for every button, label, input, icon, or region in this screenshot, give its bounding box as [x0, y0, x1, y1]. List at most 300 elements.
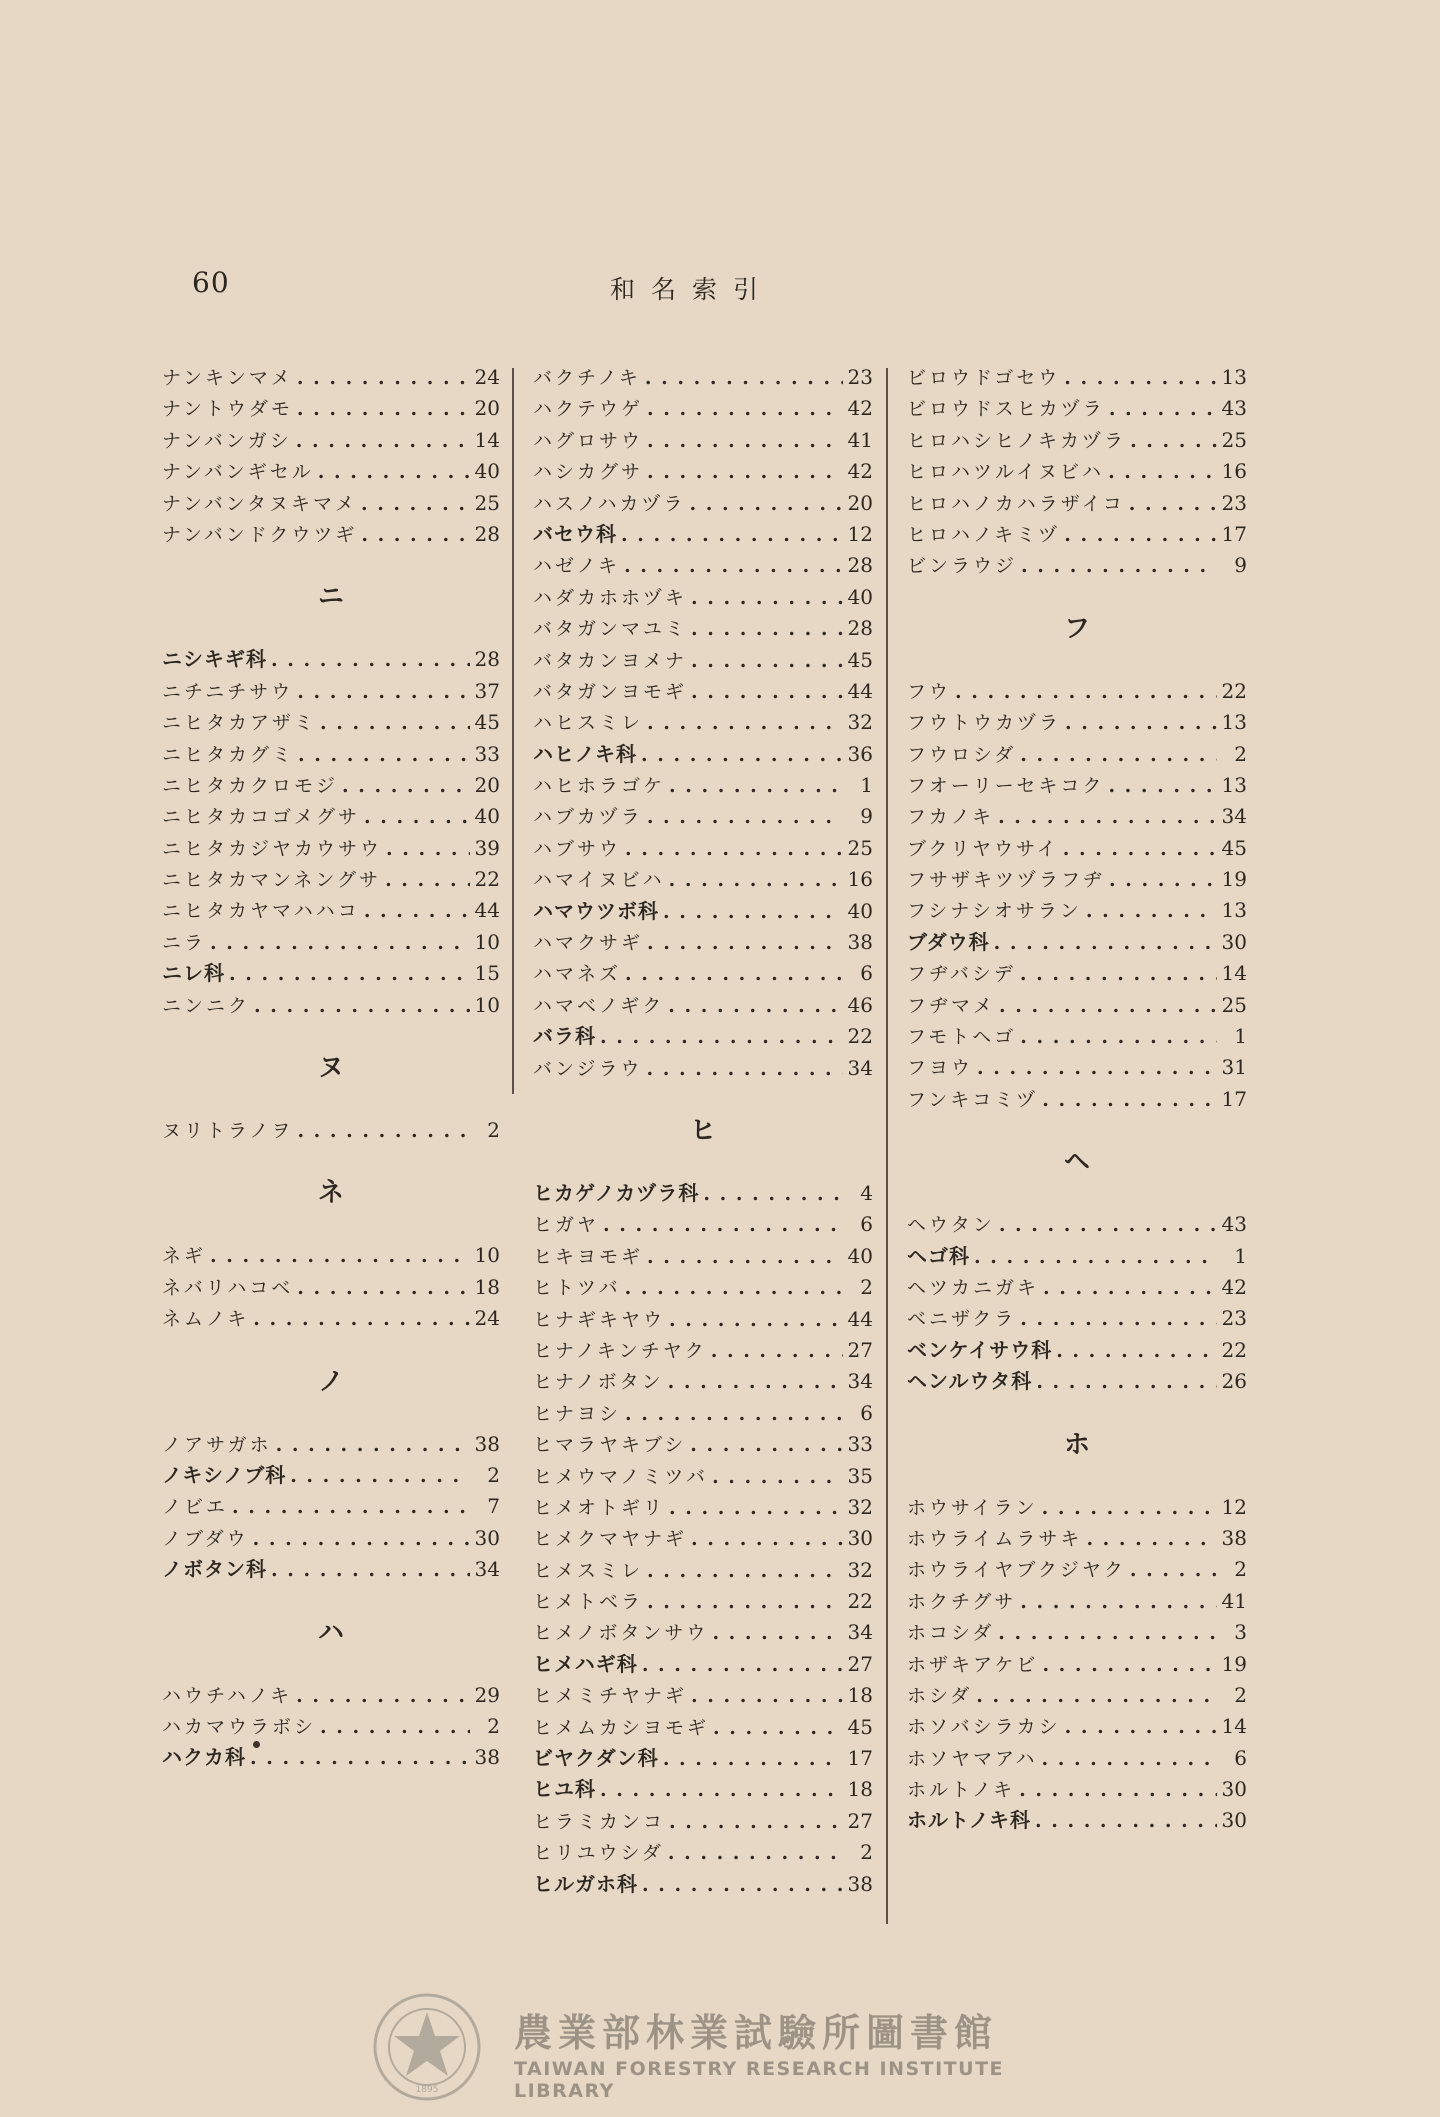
entry-name: フウ	[907, 680, 952, 703]
dot-leader	[998, 802, 1217, 833]
entry-page-number: 27	[847, 1337, 873, 1362]
dot-leader	[999, 1210, 1217, 1241]
dot-leader	[1020, 1587, 1217, 1618]
dot-leader	[1108, 771, 1217, 802]
entry-page-number: 34	[474, 1557, 500, 1582]
index-entry	[533, 645, 873, 676]
index-entry	[162, 676, 500, 707]
family-entry	[533, 1869, 873, 1900]
entry-name: ハスノハカヅラ	[533, 492, 686, 515]
index-column-2	[533, 362, 873, 1900]
entry-name: フウロシダ	[907, 743, 1017, 766]
index-entry	[162, 707, 500, 738]
entry-name: ヘウタン	[907, 1214, 995, 1237]
index-entry	[533, 1586, 873, 1617]
entry-name: バタガンヨモギ	[533, 680, 688, 703]
entry-name: ニヒタカグミ	[162, 743, 295, 766]
index-entry	[162, 519, 500, 550]
dot-leader	[668, 1838, 843, 1869]
dot-leader	[625, 1399, 843, 1430]
dot-leader	[647, 928, 843, 959]
index-entry	[533, 1209, 873, 1240]
dot-leader	[669, 1493, 843, 1524]
entry-page-number: 18	[847, 1777, 873, 1802]
family-entry	[907, 1366, 1247, 1397]
entry-page-number: 1	[1234, 1024, 1247, 1049]
entry-page-number: 12	[847, 521, 873, 546]
index-entry	[907, 1209, 1247, 1240]
dot-leader	[232, 1492, 470, 1523]
entry-page-number: 39	[474, 835, 500, 860]
dot-leader	[1021, 551, 1217, 582]
dot-leader	[1043, 1273, 1217, 1304]
dot-leader	[1020, 1304, 1217, 1335]
index-entry	[162, 739, 500, 770]
dot-leader	[600, 1022, 843, 1053]
index-entry	[907, 425, 1247, 456]
dot-leader	[691, 646, 843, 677]
index-entry	[907, 1711, 1247, 1742]
library-seal-icon	[372, 1992, 482, 2102]
dot-leader	[955, 677, 1217, 708]
dot-leader	[297, 1116, 470, 1147]
entry-page-number: 40	[847, 898, 873, 923]
dot-leader	[999, 991, 1217, 1022]
dot-leader	[1020, 959, 1217, 990]
entry-page-number: 23	[1221, 490, 1247, 515]
entry-page-number: 35	[847, 1463, 873, 1488]
index-entry	[533, 1304, 873, 1335]
index-entry	[907, 864, 1247, 895]
entry-name: ハダカホホヅキ	[533, 586, 688, 609]
index-entry	[533, 958, 873, 989]
column-divider-left	[512, 368, 514, 1094]
dot-leader	[1019, 1775, 1217, 1806]
entry-page-number: 26	[1221, 1369, 1247, 1394]
entry-name: ニシキギ科	[162, 647, 267, 672]
index-entry	[907, 1523, 1247, 1554]
entry-name: ハグロサウ	[533, 429, 644, 452]
entry-name: ホシダ	[907, 1684, 973, 1707]
dot-leader	[663, 897, 843, 928]
dot-leader	[647, 1587, 843, 1618]
dot-leader	[1042, 1085, 1217, 1116]
family-entry	[533, 896, 873, 927]
library-watermark	[372, 1992, 1072, 2102]
dot-leader	[691, 1681, 843, 1712]
entry-name: ハウチハノキ	[162, 1684, 293, 1707]
entry-name: バセウ科	[533, 521, 617, 546]
entry-name: フンキコミヅ	[907, 1088, 1039, 1111]
entry-name: ホクチグサ	[907, 1590, 1017, 1613]
entry-name: ニチニチサウ	[162, 680, 294, 703]
index-column-3	[907, 362, 1247, 1837]
entry-page-number: 19	[1221, 867, 1247, 892]
entry-page-number: 23	[1221, 1306, 1247, 1331]
dot-leader	[1109, 865, 1217, 896]
family-entry	[162, 644, 500, 675]
entry-page-number: 22	[1221, 678, 1247, 703]
index-entry	[907, 895, 1247, 926]
dot-leader	[624, 551, 843, 582]
entry-name: ヒロハノカハラザイコ	[907, 492, 1125, 515]
entry-page-number: 6	[860, 1400, 873, 1425]
entry-page-number: 10	[474, 1243, 500, 1268]
entry-page-number: 44	[847, 1306, 873, 1331]
entry-page-number: 1	[1234, 1243, 1247, 1268]
entry-page-number: 40	[474, 804, 500, 829]
entry-name: ヒメウマノミツバ	[533, 1465, 709, 1488]
entry-page-number: 17	[1221, 1086, 1247, 1111]
entry-name: フウトウカヅラ	[907, 712, 1062, 735]
entry-page-number: 30	[1221, 1808, 1247, 1833]
entry-name: ホウライヤブクジヤク	[907, 1559, 1126, 1582]
index-entry	[907, 1774, 1247, 1805]
dot-leader	[647, 394, 843, 425]
entry-page-number: 33	[847, 1432, 873, 1457]
dot-leader	[1064, 363, 1217, 394]
dot-leader	[647, 1556, 843, 1587]
entry-name: ネギ	[162, 1245, 207, 1268]
entry-name: ノボタン科	[162, 1557, 267, 1582]
entry-page-number: 13	[1221, 365, 1247, 389]
entry-page-number: 22	[847, 1589, 873, 1614]
index-entry	[907, 1586, 1247, 1617]
entry-name: ネバリハコベ	[162, 1276, 294, 1299]
family-entry	[533, 1649, 873, 1680]
entry-page-number: 2	[1234, 1557, 1247, 1582]
index-entry	[162, 927, 500, 958]
entry-name: ヒメクマヤナギ	[533, 1528, 688, 1551]
entry-page-number: 34	[1221, 804, 1247, 829]
index-entry	[533, 582, 873, 613]
entry-page-number: 41	[1221, 1588, 1247, 1613]
index-entry	[907, 1554, 1247, 1585]
entry-page-number: 19	[1221, 1651, 1247, 1676]
dot-leader	[600, 1775, 843, 1806]
entry-page-number: 25	[1221, 992, 1247, 1017]
dot-leader	[998, 1618, 1217, 1649]
entry-name: バラ科	[533, 1024, 596, 1049]
entry-name: ヒルガホ科	[533, 1871, 638, 1896]
entry-name: ハブサウ	[533, 837, 622, 860]
dot-leader	[364, 802, 470, 833]
dot-leader	[647, 708, 843, 739]
dot-leader	[1129, 489, 1217, 520]
entry-name: ハマネズ	[533, 963, 622, 986]
entry-page-number: 40	[474, 459, 500, 484]
dot-leader	[298, 740, 470, 771]
entry-page-number: 24	[474, 1306, 500, 1331]
section-heading: ホ	[1063, 1429, 1090, 1460]
entry-name: ニヒタカアザミ	[162, 712, 317, 735]
index-entry	[533, 801, 873, 832]
dot-leader	[250, 1743, 470, 1774]
dot-leader	[386, 834, 470, 865]
index-entry	[533, 1617, 873, 1648]
index-entry	[162, 1115, 500, 1146]
family-entry	[907, 1805, 1247, 1836]
index-entry	[907, 990, 1247, 1021]
index-entry	[162, 1680, 500, 1711]
entry-name: バンジラウ	[533, 1057, 643, 1080]
entry-page-number: 40	[847, 1243, 873, 1268]
dot-leader	[994, 928, 1217, 959]
dot-leader	[974, 1242, 1217, 1273]
dot-leader	[361, 520, 470, 551]
entry-page-number: 18	[847, 1683, 873, 1708]
dot-leader	[689, 489, 843, 520]
dot-leader	[1056, 1336, 1217, 1367]
index-entry	[162, 990, 500, 1021]
dot-leader	[296, 426, 470, 457]
entry-page-number: 32	[847, 1494, 873, 1519]
entry-name: フカノキ	[907, 806, 995, 829]
entry-page-number: 25	[847, 835, 873, 860]
entry-page-number: 20	[847, 490, 873, 515]
index-entry	[907, 1052, 1247, 1083]
index-entry	[533, 488, 873, 519]
index-entry	[162, 393, 500, 424]
entry-page-number: 25	[1221, 427, 1247, 452]
dot-leader	[713, 1713, 843, 1744]
dot-leader	[290, 1461, 470, 1492]
entry-name: ヒメトベラ	[533, 1591, 644, 1614]
entry-page-number: 22	[474, 867, 500, 892]
entry-name: ノビエ	[162, 1496, 229, 1519]
entry-page-number: 43	[1221, 396, 1247, 421]
index-entry	[907, 1492, 1247, 1523]
section-heading: ニ	[317, 582, 344, 613]
entry-page-number: 23	[847, 365, 873, 389]
dot-leader	[603, 1210, 843, 1241]
entry-page-number: 30	[1221, 929, 1247, 954]
entry-name: フモトヘゴ	[907, 1026, 1017, 1049]
dot-leader	[320, 708, 470, 739]
entry-name: ビロウドスヒカヅラ	[907, 398, 1105, 421]
entry-name: ヘツカニガキ	[907, 1276, 1040, 1299]
index-entry	[533, 676, 873, 707]
entry-page-number: 41	[847, 427, 873, 452]
entry-name: ホソヤマアハ	[907, 1747, 1038, 1770]
page-number: 60	[192, 266, 230, 299]
index-entry	[907, 456, 1247, 487]
entry-page-number: 13	[1221, 710, 1247, 735]
index-entry	[533, 1492, 873, 1523]
index-entry	[907, 770, 1247, 801]
dot-leader	[210, 1241, 470, 1272]
entry-name: ニレ科	[162, 961, 225, 986]
entry-name: ヒメノボタンサウ	[533, 1622, 709, 1645]
entry-name: ベニザクラ	[907, 1308, 1017, 1331]
entry-name: ノブダウ	[162, 1527, 249, 1550]
dot-leader	[712, 1618, 843, 1649]
entry-page-number: 20	[474, 772, 500, 797]
dot-leader	[320, 1712, 470, 1743]
index-entry	[907, 676, 1247, 707]
entry-page-number: 38	[474, 1745, 500, 1770]
entry-name: バタガンマユミ	[533, 618, 688, 641]
dot-leader	[641, 740, 843, 771]
entry-page-number: 29	[474, 1682, 500, 1707]
index-entry	[907, 1303, 1247, 1334]
entry-name: ヒナヨシ	[533, 1402, 622, 1425]
family-entry	[533, 1178, 873, 1209]
index-entry	[533, 1523, 873, 1554]
entry-name: ヒトツバ	[533, 1277, 621, 1300]
entry-page-number: 18	[474, 1274, 500, 1299]
entry-name: ナンバンギセル	[162, 461, 314, 484]
index-column-1	[162, 362, 500, 1774]
dot-leader	[1041, 1744, 1217, 1775]
entry-name: ニラ	[162, 931, 207, 954]
section-heading: ヌ	[317, 1053, 344, 1084]
dot-leader	[1086, 896, 1217, 927]
dot-leader	[621, 520, 843, 551]
entry-page-number: 24	[474, 365, 500, 389]
entry-page-number: 40	[847, 584, 873, 609]
entry-page-number: 6	[860, 961, 873, 986]
entry-page-number: 2	[1234, 741, 1247, 766]
index-entry	[533, 864, 873, 895]
index-entry	[907, 707, 1247, 738]
index-entry	[907, 1272, 1247, 1303]
dot-leader	[976, 1681, 1217, 1712]
dot-leader	[647, 426, 843, 457]
entry-name: ヒマラヤキブシ	[533, 1434, 687, 1457]
entry-name: フサザキツヅラフヂ	[907, 869, 1106, 892]
entry-page-number: 34	[847, 1369, 873, 1394]
entry-page-number: 16	[847, 867, 873, 892]
dot-leader	[669, 771, 843, 802]
family-entry	[533, 1774, 873, 1805]
index-entry	[162, 833, 500, 864]
entry-page-number: 2	[487, 1462, 500, 1487]
dot-leader	[361, 489, 470, 520]
dot-leader	[1130, 1555, 1217, 1586]
index-entry	[907, 1021, 1247, 1052]
entry-page-number: 2	[487, 1713, 500, 1738]
entry-page-number: 13	[1221, 772, 1247, 797]
entry-name: バタカンヨメナ	[533, 649, 688, 672]
dot-leader	[647, 1054, 843, 1085]
dot-leader	[297, 363, 470, 394]
entry-name: ハヒホラゴケ	[533, 775, 666, 798]
dot-leader	[1042, 1650, 1217, 1681]
entry-page-number: 2	[860, 1840, 873, 1865]
entry-name: ハマイヌビハ	[533, 869, 665, 892]
entry-name: ハクテウゲ	[533, 398, 644, 421]
entry-name: ヒユ科	[533, 1777, 596, 1802]
library-name: 農業部林業試驗所圖書館	[514, 2011, 999, 2055]
index-entry	[162, 770, 500, 801]
entry-name: ハカマウラボシ	[162, 1715, 317, 1738]
entry-name: フシナシオサラン	[907, 900, 1082, 923]
dot-leader	[1109, 394, 1217, 425]
dot-leader	[712, 1462, 843, 1493]
entry-page-number: 30	[1221, 1777, 1247, 1802]
entry-page-number: 30	[474, 1525, 500, 1550]
entry-name: ホコシダ	[907, 1622, 995, 1645]
dot-leader	[642, 1650, 843, 1681]
dot-leader	[253, 1524, 470, 1555]
dot-leader	[645, 363, 843, 394]
dot-leader	[1108, 457, 1217, 488]
index-entry	[162, 362, 500, 393]
index-entry	[162, 456, 500, 487]
index-entry	[533, 393, 873, 424]
entry-name: ナンバンタヌキマメ	[162, 492, 357, 515]
index-entry	[533, 550, 873, 581]
entry-name: ホザキアケビ	[907, 1653, 1039, 1676]
seal-year: 1895	[415, 2085, 439, 2095]
entry-page-number: 27	[847, 1651, 873, 1676]
dot-leader	[1020, 1022, 1217, 1053]
index-entry	[533, 1335, 873, 1366]
entry-name: ヒラミカンコ	[533, 1810, 666, 1833]
entry-name: ハマクサギ	[533, 932, 644, 955]
entry-name: ヒナノボタン	[533, 1371, 664, 1394]
entry-name: ハヒスミレ	[533, 712, 644, 735]
index-entry	[533, 1053, 873, 1084]
entry-page-number: 44	[474, 898, 500, 923]
dot-leader	[271, 1555, 470, 1586]
dot-leader	[296, 1681, 470, 1712]
dot-leader	[977, 1053, 1217, 1084]
dot-leader	[297, 677, 470, 708]
dot-leader	[625, 834, 843, 865]
entry-name: ネムノキ	[162, 1308, 250, 1331]
index-entry	[533, 1461, 873, 1492]
entry-name: ヒメムカシヨモギ	[533, 1716, 710, 1739]
entry-name: フヂバシデ	[907, 963, 1016, 986]
entry-page-number: 45	[847, 647, 873, 672]
entry-name: フヨウ	[907, 1057, 974, 1080]
entry-name: ニヒタカクロモジ	[162, 774, 339, 797]
dot-leader	[647, 1242, 843, 1273]
entry-name: ハゼノキ	[533, 555, 621, 578]
index-entry	[907, 1743, 1247, 1774]
dot-leader	[690, 1430, 843, 1461]
index-entry	[907, 1617, 1247, 1648]
dot-leader	[297, 1273, 470, 1304]
index-entry	[162, 864, 500, 895]
index-entry	[533, 1366, 873, 1397]
entry-page-number: 1	[860, 773, 873, 798]
index-entry	[162, 1429, 500, 1460]
entry-page-number: 34	[847, 1055, 873, 1080]
entry-page-number: 45	[847, 1714, 873, 1739]
index-entry	[162, 1303, 500, 1334]
library-name-en: TAIWAN FORESTRY RESEARCH INSTITUTE LIBRARY	[514, 2058, 1005, 2102]
entry-page-number: 6	[1234, 1745, 1247, 1770]
dot-leader	[271, 645, 470, 676]
entry-page-number: 16	[1221, 459, 1247, 484]
entry-name: ホウサイラン	[907, 1496, 1038, 1519]
entry-page-number: 22	[1221, 1337, 1247, 1362]
entry-page-number: 10	[474, 992, 500, 1017]
index-entry	[533, 613, 873, 644]
dot-leader	[669, 865, 843, 896]
index-entry	[533, 1837, 873, 1868]
index-entry	[533, 362, 873, 393]
dot-leader	[647, 802, 843, 833]
entry-page-number: 42	[1221, 1274, 1247, 1299]
index-entry	[533, 927, 873, 958]
index-entry	[162, 1523, 500, 1554]
entry-page-number: 17	[847, 1746, 873, 1771]
dot-leader	[691, 614, 843, 645]
